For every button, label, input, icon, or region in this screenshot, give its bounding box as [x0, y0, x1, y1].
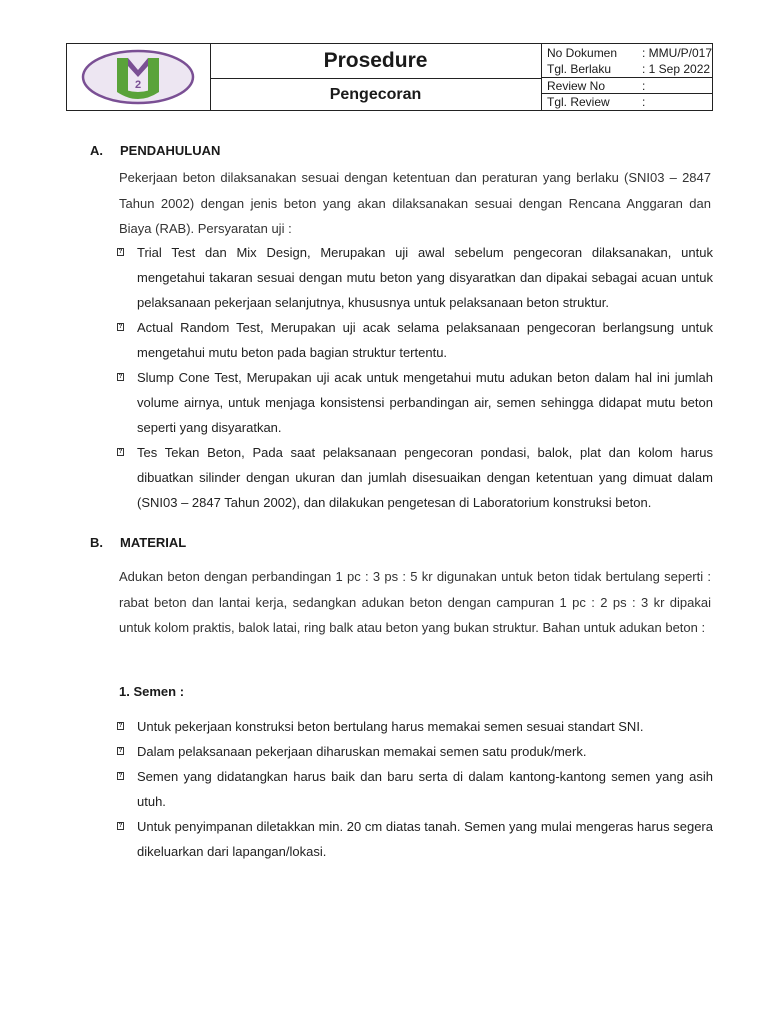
info-label: Tgl. Berlaku — [547, 62, 612, 76]
list-item — [117, 365, 713, 440]
section-a-intro: Pekerjaan beton dilaksanakan sesuai dengan ketentuan dan peraturan yang berlaku (SNI03 – 2847 Tahun 2002) dengan jenis beton yang akan dilaksanakan sesuai dengan Rencana Anggaran dan Biaya (RAB). Persyaratan uji : — [119, 170, 711, 236]
info-label: Review No — [547, 79, 606, 93]
list-item — [117, 814, 713, 864]
checkbox-bullet-icon: ? — [118, 748, 123, 754]
list-item-text: Tes Tekan Beton, Pada saat pelaksanaan pengecoran pondasi, balok, plat dan kolom harus dibuatkan silinder dengan ukuran dan jumlah disesuaikan dengan ketentuan yang dimuat dalam (SNI03 – 2847 Tahun 2002), dan dilakukan pengetesan di Laboratorium konstruksi beton. — [137, 445, 713, 510]
list-item-text: Semen yang didatangkan harus baik dan baru serta di dalam kantong-kantong semen yang asih utuh. — [137, 769, 713, 809]
checkbox-bullet-icon: ? — [118, 374, 123, 380]
document-header — [66, 43, 713, 111]
list-item-text: Actual Random Test, Merupakan uji acak selama pelaksanaan pengecoran berlangsung untuk mengetahui mutu beton pada bagian struktur tertentu. — [137, 320, 713, 360]
document-info — [542, 44, 712, 110]
list-item — [117, 440, 713, 515]
info-row-doc-number — [542, 45, 712, 61]
list-item — [117, 240, 713, 315]
info-value: : MMU/P/017 — [642, 46, 713, 60]
section-title: PENDAHULUAN — [120, 143, 221, 158]
list-item — [117, 739, 713, 764]
logo-cell — [67, 44, 211, 110]
list-item-text: Untuk pekerjaan konstruksi beton bertulang harus memakai semen sesuai standart SNI. — [137, 719, 644, 734]
section-number: A. — [90, 143, 103, 158]
info-row-review-number — [542, 77, 712, 94]
list-item — [117, 714, 713, 739]
info-label: Tgl. Review — [547, 95, 610, 109]
list-item-text: Trial Test dan Mix Design, Merupakan uji awal sebelum pengecoran dilaksanakan, untuk mengetahui takaran sesuai dengan mutu beton yang disyaratkan dan dipakai sebagai acuan untuk pelaksanaan pekerjaan selanjutnya, khususnya untuk pelaksanaan beton struktur. — [137, 245, 713, 310]
section-a-bullet-list — [117, 240, 713, 515]
svg-text:2: 2 — [134, 79, 142, 91]
semen-bullet-list — [117, 714, 713, 864]
checkbox-bullet-icon: ? — [118, 449, 123, 455]
document-subtitle: Pengecoran — [329, 85, 422, 103]
info-value: : 1 Sep 2022 — [642, 62, 711, 76]
list-item — [117, 315, 713, 365]
list-item — [117, 764, 713, 814]
info-row-effective-date — [542, 61, 712, 77]
list-item-text: Dalam pelaksanaan pekerjaan diharuskan memakai semen satu produk/merk. — [137, 744, 587, 759]
company-logo — [67, 44, 210, 110]
checkbox-bullet-icon: ? — [118, 773, 123, 779]
checkbox-bullet-icon: ? — [118, 324, 123, 330]
checkbox-bullet-icon: ? — [118, 723, 123, 729]
info-value: : — [642, 79, 646, 93]
document-title: Prosedure — [210, 44, 541, 79]
subsection-heading-semen: 1. Semen : — [119, 684, 185, 699]
info-value: : — [642, 95, 646, 109]
checkbox-bullet-icon: ? — [118, 249, 123, 255]
section-b-intro: Adukan beton dengan perbandingan 1 pc : 3 ps : 5 kr digunakan untuk beton tidak bertulang seperti : rabat beton dan lantai kerja, sedangkan adukan beton dengan campuran 1 pc : 2 ps : 3 kr dipakai untuk kolom praktis, balok latai, ring balk atau beton yang bukan struktur. Bahan untuk adukan beton : — [119, 569, 711, 635]
checkbox-bullet-icon: ? — [118, 823, 123, 829]
title-cell — [210, 44, 542, 110]
section-title: MATERIAL — [120, 535, 187, 550]
info-row-review-date — [542, 93, 712, 110]
list-item-text: Slump Cone Test, Merupakan uji acak untuk mengetahui mutu adukan beton dalam hal ini jumlah volume airnya, untuk menjaga konsistensi perbandingan air, semen sehingga didapat mutu beton seperti yang disyaratkan. — [137, 370, 713, 435]
list-item-text: Untuk penyimpanan diletakkan min. 20 cm diatas tanah. Semen yang mulai mengeras harus segera dikeluarkan dari lapangan/lokasi. — [137, 819, 713, 859]
section-number: B. — [90, 535, 103, 550]
info-label: No Dokumen — [547, 46, 618, 60]
